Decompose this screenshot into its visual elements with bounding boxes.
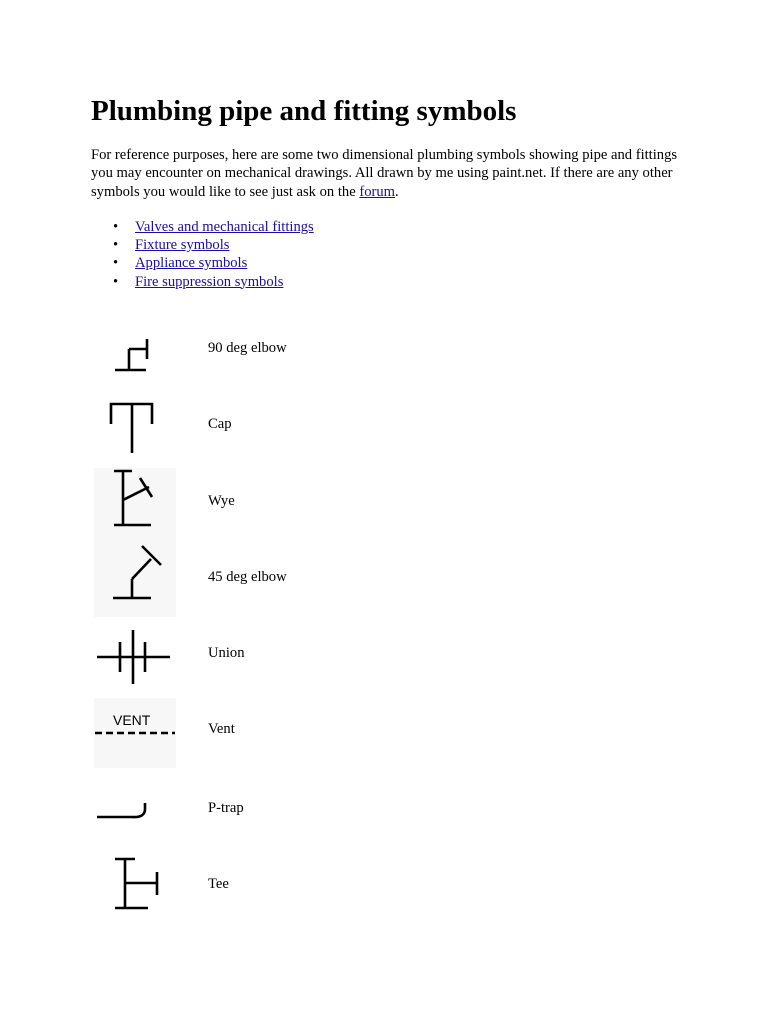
- page-title: Plumbing pipe and fitting symbols: [91, 95, 517, 127]
- intro-text-end: .: [395, 183, 399, 200]
- intro-paragraph: [91, 146, 691, 201]
- list-item: [91, 236, 314, 254]
- cap-icon: [94, 398, 176, 474]
- list-item: [91, 273, 314, 291]
- intro-text: For reference purposes, here are some two dimensional plumbing symbols showing pipe and fittings you may encounter on mechanical drawings. All drawn by me using paint.net. If there are any other symbols you would like to see just ask on the: [91, 147, 678, 200]
- appliance-symbols-link[interactable]: Appliance symbols: [135, 255, 248, 272]
- related-links-list: [91, 218, 314, 291]
- symbol-row-tee: [0, 852, 768, 928]
- symbol-row-p-trap: [0, 780, 768, 856]
- wye-icon: [94, 468, 176, 544]
- valves-and-mechanical-fittings-link[interactable]: Valves and mechanical fittings: [135, 219, 314, 235]
- symbol-label: Wye: [208, 493, 235, 509]
- symbol-row-vent: [0, 698, 768, 774]
- union-icon: [94, 620, 176, 696]
- fixture-symbols-link[interactable]: Fixture symbols: [135, 237, 230, 254]
- symbol-label: Vent: [208, 721, 235, 737]
- symbol-label: 45 deg elbow: [208, 569, 287, 585]
- fire-suppression-symbols-link[interactable]: Fire suppression symbols: [135, 273, 284, 290]
- symbol-label: Tee: [208, 876, 229, 892]
- symbol-label: Union: [208, 645, 245, 661]
- symbol-row-union: [0, 620, 768, 696]
- bullet: •: [113, 273, 119, 290]
- vent-icon-text: VENT: [113, 712, 151, 728]
- bullet: •: [113, 237, 119, 254]
- 45-deg-elbow-icon: [94, 541, 176, 617]
- bullet: •: [113, 255, 119, 272]
- symbol-label: 90 deg elbow: [208, 340, 287, 356]
- symbol-row-45-deg-elbow: [0, 541, 768, 617]
- tee-icon: [94, 852, 176, 928]
- symbol-row-cap: [0, 398, 768, 474]
- symbol-label: P-trap: [208, 800, 244, 816]
- forum-link[interactable]: forum: [359, 183, 396, 200]
- p-trap-icon: [94, 780, 176, 856]
- list-item: [91, 254, 314, 272]
- bullet: •: [113, 219, 119, 235]
- symbol-label: Cap: [208, 416, 232, 432]
- symbol-row-wye: [0, 468, 768, 544]
- vent-icon: [94, 698, 176, 768]
- list-item: [91, 218, 314, 236]
